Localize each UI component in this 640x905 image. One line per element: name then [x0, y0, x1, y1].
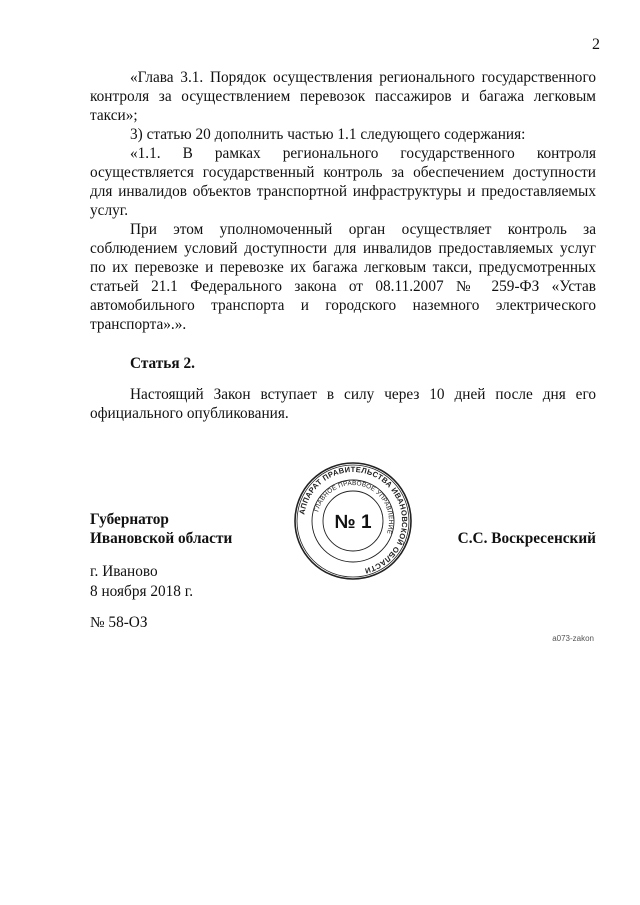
page-number: 2 [592, 36, 600, 53]
law-number: № 58-ОЗ [90, 614, 148, 631]
signatory-position-line1: Губернатор [90, 511, 169, 528]
article-2-text: Настоящий Закон вступает в силу через 10 дней после дня его официального опубликования. [90, 386, 596, 422]
stamp-number: № 1 [334, 512, 372, 533]
paragraph-control-authority: При этом уполномоченный орган осуществляет контроль за соблюдением условий доступности для инвалидов предоставляемых услуг по их перевозке и перевозке их багажа легковым такси, предусмотренных статьей 21.1 Федерального закона от 08.11.2007 № 259-ФЗ «Устав автомобильного транспорта и городского наземного электрического транспорта».». [90, 221, 596, 333]
signatory-position-line2: Ивановской области [90, 530, 233, 547]
paragraph-chapter-title: «Глава 3.1. Порядок осуществления регионального государственного контроля за осуществлением перевозок пассажиров и багажа легковым такси»; [90, 69, 596, 124]
signatory-name: С.С. Воскресенский [457, 530, 596, 547]
official-seal-stamp [293, 461, 413, 581]
paragraph-part-1-1: «1.1. В рамках регионального государственного контроля осуществляется государственный контроль за обеспечением доступности для инвалидов объектов транспортной инфраструктуры и предоставляемых услуг. [90, 145, 596, 219]
signatory-position [90, 510, 232, 548]
stamp-inner-text: ГЛАВНОЕ ПРАВОВОЕ УПРАВЛЕНИЕ [313, 479, 395, 535]
place-date [90, 562, 193, 602]
paragraph-amendment-item: 3) статью 20 дополнить частью 1.1 следующего содержания: [130, 126, 526, 143]
place: г. Иваново [90, 563, 158, 580]
document-body [90, 68, 596, 423]
stamp-outer-text: АППАРАТ ПРАВИТЕЛЬСТВА ИВАНОВСКОЙ ОБЛАСТИ [297, 464, 410, 576]
article-2-title: Статья 2. [130, 355, 195, 372]
document-code: a073-zakon [552, 634, 594, 643]
date: 8 ноября 2018 г. [90, 583, 194, 600]
